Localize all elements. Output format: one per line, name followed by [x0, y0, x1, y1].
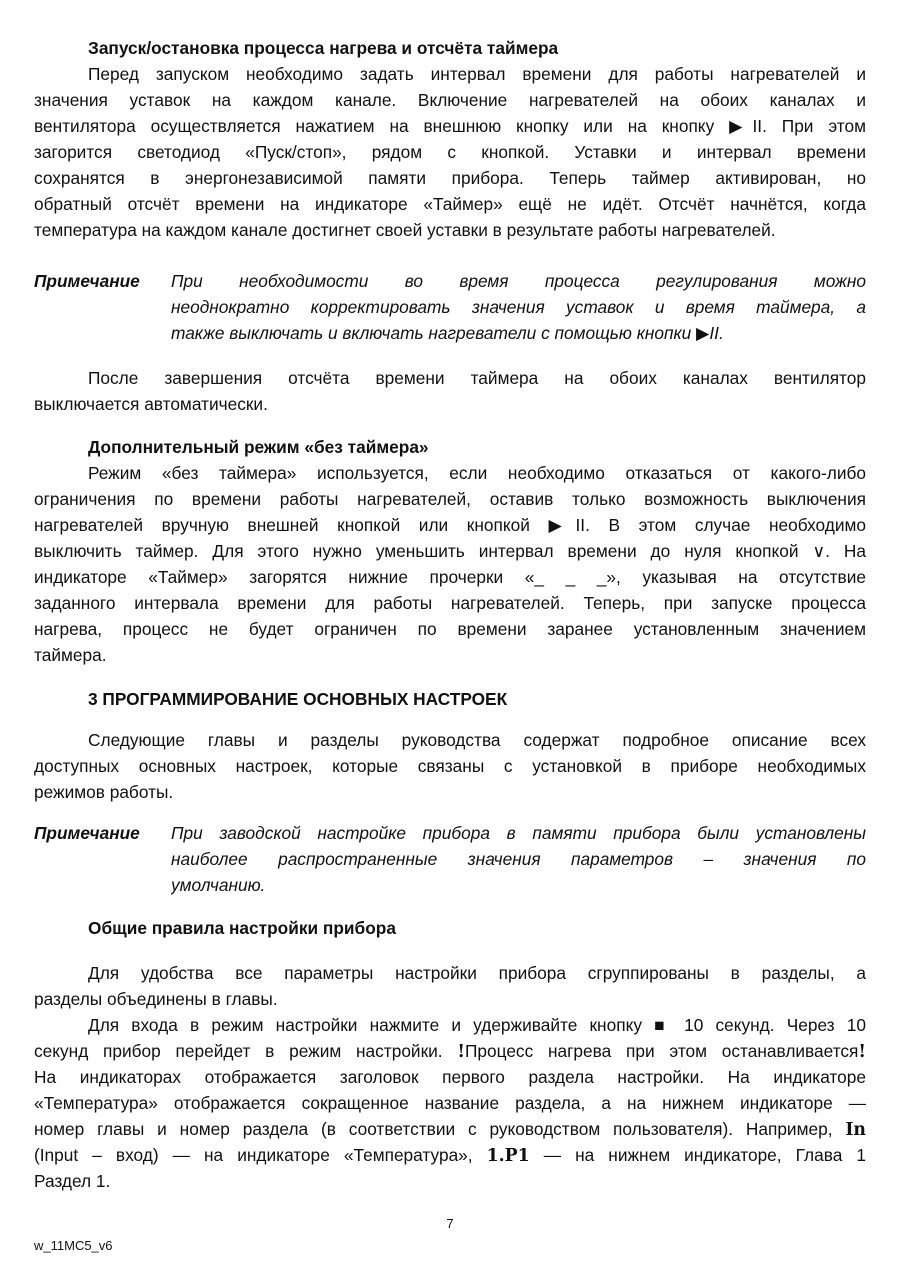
heading-general-rules: Общие правила настройки прибора [88, 918, 396, 938]
text-line: значения уставок на каждом канале. Включение нагревателей на обоих каналах и [34, 90, 866, 110]
note-line: неоднократно корректировать значения уставок и время таймера, а [171, 297, 866, 317]
indicator-code-in: In [845, 1120, 866, 1140]
exclamation-mark: ! [457, 1042, 465, 1062]
text-line: нагревателей вручную внешней кнопкой или кнопкой ▶II. В этом случае необходимо [34, 515, 866, 535]
indicator-code-1p1: 1.P1 [486, 1146, 530, 1166]
note-line: наиболее распространенные значения параметров – значения по [171, 849, 866, 869]
heading-no-timer: Дополнительный режим «без таймера» [88, 437, 429, 457]
exclamation-mark: ! [858, 1042, 866, 1062]
text-line [34, 1116, 866, 1143]
text-segment: секунд прибор перейдет в режим настройки. [34, 1041, 458, 1061]
text-line: Для удобства все параметры настройки прибора сгруппированы в разделы, а [88, 963, 866, 983]
text-line: заданного интервала времени для работы нагревателей. Теперь, при запуске процесса [34, 593, 866, 613]
text-line: доступных основных настроек, которые связаны с установкой в приборе необходимых [34, 756, 866, 776]
section-heading-3: 3 ПРОГРАММИРОВАНИЕ ОСНОВНЫХ НАСТРОЕК [88, 689, 508, 709]
heading-start-stop: Запуск/остановка процесса нагрева и отсчёта таймера [88, 38, 559, 58]
note-line: умолчанию. [171, 875, 266, 895]
note-line: также выключать и включать нагреватели с помощью кнопки ▶II. [171, 323, 724, 343]
text-line: Перед запуском необходимо задать интервал времени для работы нагревателей и [88, 64, 866, 84]
text-line: выключить таймер. Для этого нужно уменьшить интервал времени до нуля кнопкой ∨. На [34, 541, 866, 561]
text-line: вентилятора осуществляется нажатием на внешнюю кнопку или на кнопку ▶II. При этом [34, 116, 866, 136]
text-line: таймера. [34, 645, 107, 665]
document-code: w_11MC5_v6 [34, 1238, 113, 1253]
text-line: На индикаторах отображается заголовок первого раздела настройки. На индикаторе [34, 1067, 866, 1087]
text-line: режимов работы. [34, 782, 174, 802]
text-line: Следующие главы и разделы руководства содержат подробное описание всех [88, 730, 866, 750]
text-line: выключается автоматически. [34, 394, 268, 414]
note-label: Примечание [34, 823, 140, 843]
text-segment: номер главы и номер раздела (в соответствии с руководством пользователя). Например, [34, 1119, 846, 1139]
text-line: Для входа в режим настройки нажмите и удерживайте кнопку ■ 10 секунд. Через 10 [88, 1015, 866, 1035]
text-line: нагрева, процесс не будет ограничен по времени заранее установленным значением [34, 619, 866, 639]
text-line: загорится светодиод «Пуск/стоп», рядом с кнопкой. Уставки и интервал времени [34, 142, 866, 162]
text-line [34, 1038, 866, 1065]
text-segment: Процесс нагрева при этом останавливается [464, 1041, 859, 1061]
note-label: Примечание [34, 271, 140, 291]
text-line [34, 1142, 866, 1169]
text-line: Раздел 1. [34, 1171, 111, 1191]
text-line: После завершения отсчёта времени таймера на обоих каналах вентилятор [88, 368, 866, 388]
note-line: При необходимости во время процесса регулирования можно [171, 271, 866, 291]
text-line: индикаторе «Таймер» загорятся нижние прочерки «_ _ _», указывая на отсутствие [34, 567, 866, 587]
text-line: разделы объединены в главы. [34, 989, 278, 1009]
text-line: сохранятся в энергонезависимой памяти прибора. Теперь таймер активирован, но [34, 168, 866, 188]
text-line: «Температура» отображается сокращенное название раздела, а на нижнем индикаторе — [34, 1093, 866, 1113]
text-segment: — на нижнем индикаторе, Глава 1 [529, 1145, 866, 1165]
text-line: ограничения по времени работы нагревателей, оставив только возможность выключения [34, 489, 866, 509]
text-line: Режим «без таймера» используется, если необходимо отказаться от какого-либо [88, 463, 866, 483]
page-number: 7 [446, 1216, 454, 1231]
text-line: температура на каждом канале достигнет своей уставки в результате работы нагревателей. [34, 220, 776, 240]
note-line: При заводской настройке прибора в памяти прибора были установлены [171, 823, 866, 843]
text-segment: (Input – вход) — на индикаторе «Температура», [34, 1145, 487, 1165]
text-line: обратный отсчёт времени на индикаторе «Таймер» ещё не идёт. Отсчёт начнётся, когда [34, 194, 866, 214]
